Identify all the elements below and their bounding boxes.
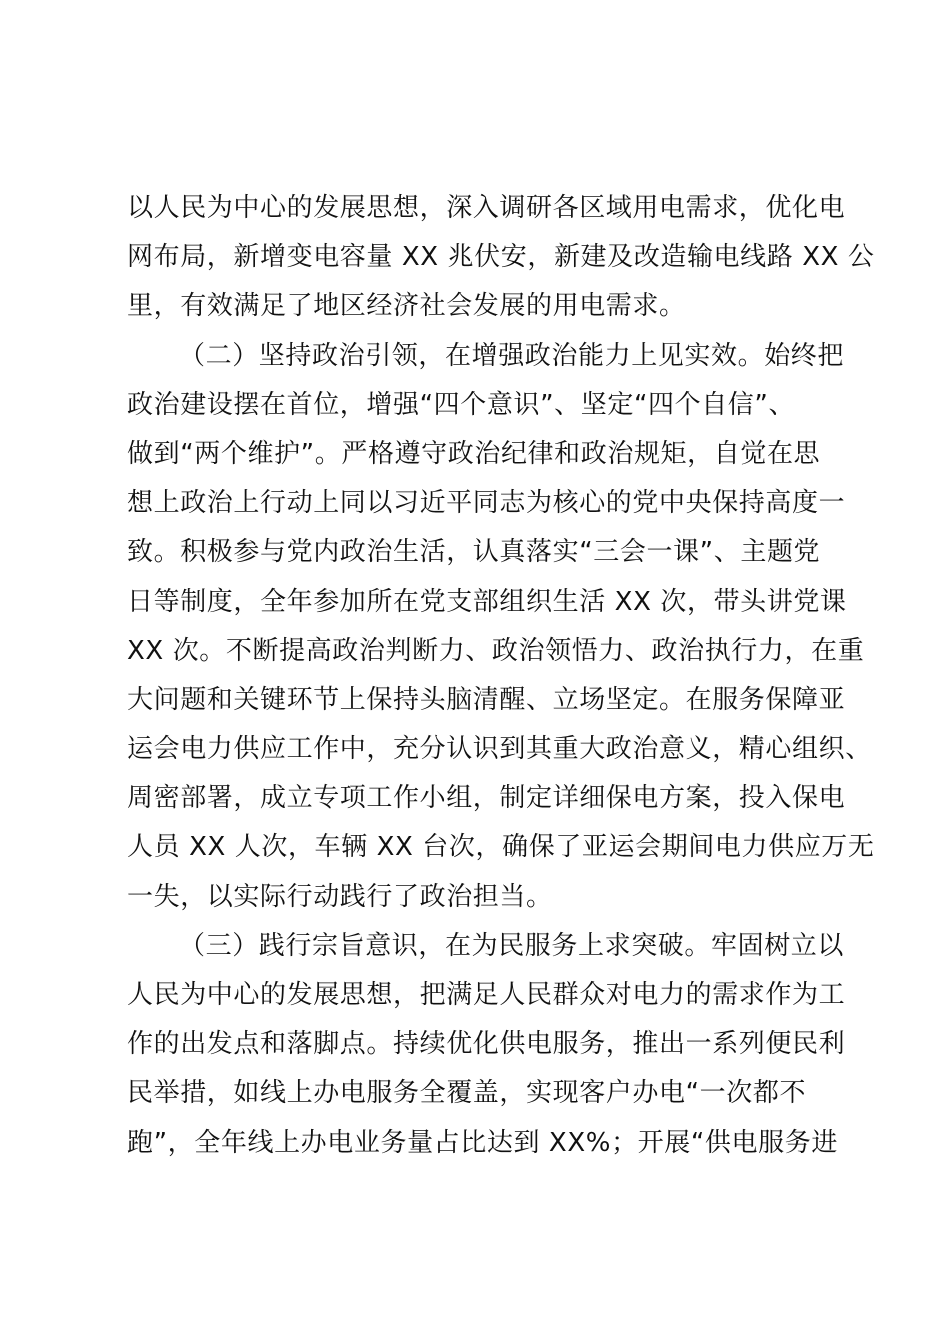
section-heading-line: （二）坚持政治引领，在增强政治能力上见实效。始终把 [179,340,845,371]
text-line: 运会电力供应工作中，充分认识到其重大政治意义，精心组织、 [127,734,872,765]
text-line: 跑”，全年线上办电业务量占比达到 XX%；开展“供电服务进 [127,1127,838,1158]
text-line: 网布局，新增变电容量 XX 兆伏安，新建及改造输电线路 XX 公 [127,242,875,273]
text-line: 做到“两个维护”。严格遵守政治纪律和政治规矩，自觉在思 [127,438,821,469]
text-line: 以人民为中心的发展思想，深入调研各区域用电需求，优化电 [127,193,846,223]
text-line: 致。积极参与党内政治生活，认真落实“三会一课”、主题党 [127,537,821,568]
text-line: 作的出发点和落脚点。持续优化供电服务，推出一系列便民利 [127,1029,846,1060]
text-line: 日等制度，全年参加所在党支部组织生活 XX 次，带头讲党课 [127,586,847,617]
text-line: 民举措，如线上办电服务全覆盖，实现客户办电“一次都不 [127,1078,807,1109]
text-line: 周密部署，成立专项工作小组，制定详细保电方案，投入保电 [127,783,846,814]
text-line: 人民为中心的发展思想，把满足人民群众对电力的需求作为工 [127,980,846,1010]
text-line: XX 次。不断提高政治判断力、政治领悟力、政治执行力，在重 [127,635,865,666]
body-text [127,184,875,1168]
text-line: 想上政治上行动上同以习近平同志为核心的党中央保持高度一 [127,488,846,519]
text-line: 人员 XX 人次，车辆 XX 台次，确保了亚运会期间电力供应万无 [127,832,875,863]
text-line: 一失，以实际行动践行了政治担当。 [127,881,553,912]
section-heading-line: （三）践行宗旨意识，在为民服务上求突破。牢固树立以 [179,930,845,961]
text-line: 里，有效满足了地区经济社会发展的用电需求。 [127,291,686,322]
text-line: 大问题和关键环节上保持头脑清醒、立场坚定。在服务保障亚 [127,684,846,715]
text-line: 政治建设摆在首位，增强“四个意识”、坚定“四个自信”、 [127,389,796,420]
